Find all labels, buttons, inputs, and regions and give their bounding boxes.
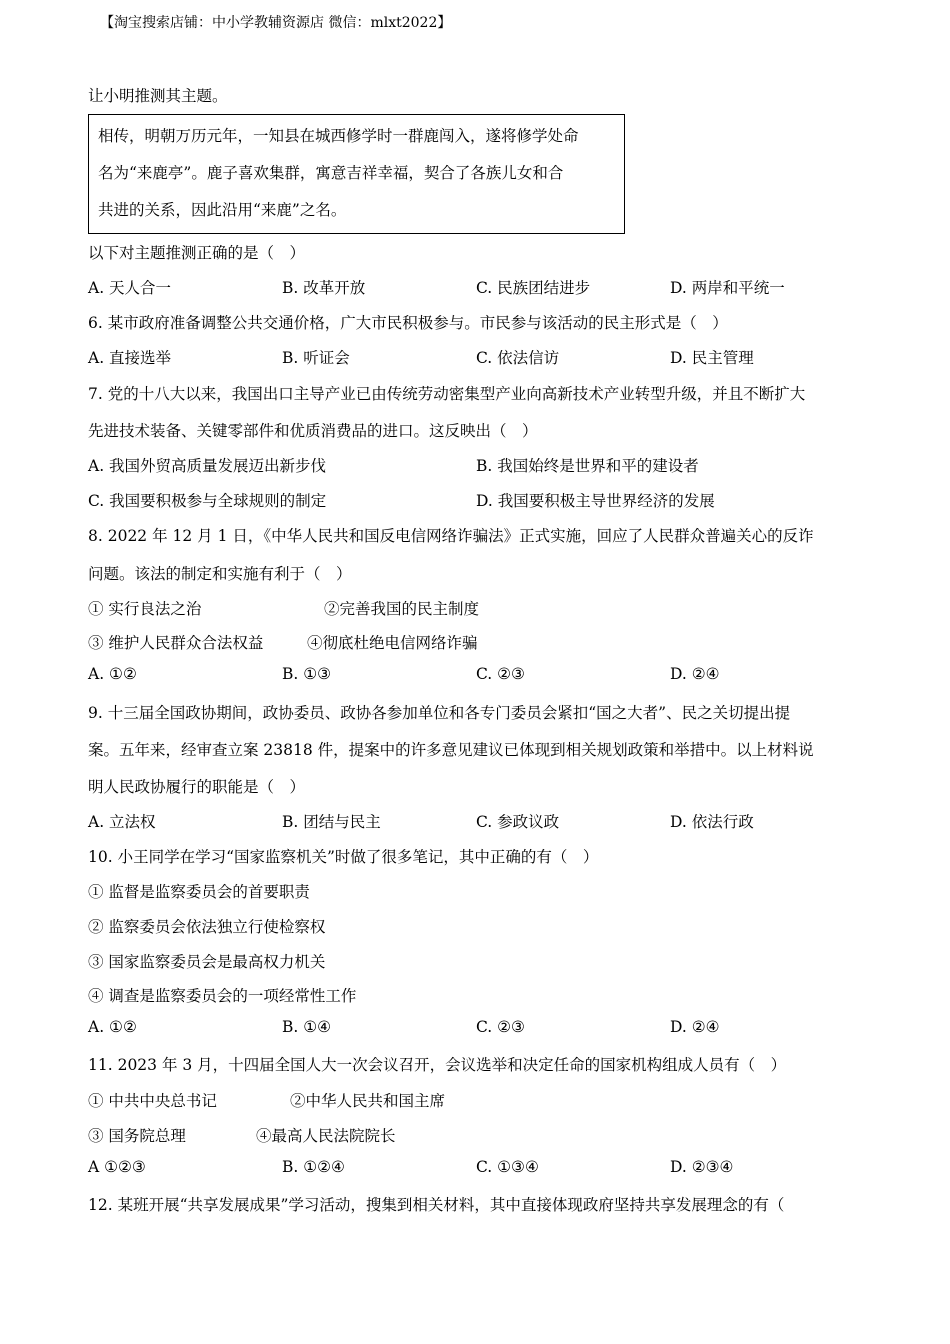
q5-option-c: C. 民族团结进步 — [476, 279, 591, 297]
q5-box-line: 名为“来鹿亭”。鹿子喜欢集群，寓意吉祥幸福，契合了各族儿女和合 — [98, 164, 564, 182]
q8-stem-line: 8. 2022 年 12 月 1 日，《中华人民共和国反电信网络诈骗法》正式实施，回应了人民群众普遍关心的反诈 — [88, 527, 814, 545]
q5-option-b: B. 改革开放 — [282, 279, 366, 297]
q5-material-box — [88, 114, 625, 234]
q7-stem-line: 7. 党的十八大以来，我国出口主导产业已由传统劳动密集型产业向高新技术产业转型升级，并且不断扩大 — [88, 385, 806, 403]
q6-option-c: C. 依法信访 — [476, 349, 560, 367]
q5-option-a: A. 天人合一 — [88, 279, 172, 297]
q8-option-a: A. ①② — [88, 665, 137, 683]
q11-option-b: B. ①②④ — [282, 1158, 345, 1176]
q6-option-b: B. 听证会 — [282, 349, 350, 367]
q9-option-a: A. 立法权 — [88, 813, 156, 831]
q8-option-d: D. ②④ — [670, 665, 720, 683]
q7-option-a: A. 我国外贸高质量发展迈出新步伐 — [88, 457, 327, 475]
q5-intro: 让小明推测其主题。 — [88, 87, 228, 105]
q8-item: ④彻底杜绝电信网络诈骗 — [307, 634, 478, 652]
q7-option-b: B. 我国始终是世界和平的建设者 — [476, 457, 699, 475]
q11-item: ③ 国务院总理 — [88, 1127, 186, 1145]
q5-stem: 以下对主题推测正确的是（ ） — [88, 244, 306, 262]
q10-item: ② 监察委员会依法独立行使检察权 — [88, 918, 326, 936]
q9-stem-line: 明人民政协履行的职能是（ ） — [88, 778, 306, 796]
q9-option-b: B. 团结与民主 — [282, 813, 381, 831]
q5-box-line: 相传，明朝万历元年，一知县在城西修学时一群鹿闯入，遂将修学处命 — [98, 127, 579, 145]
q6-stem: 6. 某市政府准备调整公共交通价格，广大市民积极参与。市民参与该活动的民主形式是（ ） — [88, 314, 728, 332]
q10-item: ④ 调查是监察委员会的一项经常性工作 — [88, 987, 357, 1005]
q11-stem: 11. 2023 年 3 月，十四届全国人大一次会议召开，会议选举和决定任命的国家机构组成人员有（ ） — [88, 1056, 787, 1074]
q9-option-d: D. 依法行政 — [670, 813, 754, 831]
q10-stem: 10. 小王同学在学习“国家监察机关”时做了很多笔记，其中正确的有（ ） — [88, 848, 599, 866]
q10-option-a: A. ①② — [88, 1018, 137, 1036]
q11-option-a: A ①②③ — [88, 1158, 146, 1176]
q10-item: ③ 国家监察委员会是最高权力机关 — [88, 953, 326, 971]
q12-stem: 12. 某班开展“共享发展成果”学习活动，搜集到相关材料，其中直接体现政府坚持共享发展理念的有（ — [88, 1196, 785, 1214]
q6-option-a: A. 直接选举 — [88, 349, 172, 367]
q5-option-d: D. 两岸和平统一 — [670, 279, 785, 297]
q10-option-d: D. ②④ — [670, 1018, 720, 1036]
q8-option-c: C. ②③ — [476, 665, 525, 683]
q9-option-c: C. 参政议政 — [476, 813, 560, 831]
q5-box-line: 共进的关系，因此沿用“来鹿”之名。 — [98, 201, 347, 219]
q9-stem-line: 9. 十三届全国政协期间，政协委员、政协各参加单位和各专门委员会紧扣“国之大者”、民之关切提出提 — [88, 704, 791, 722]
q8-option-b: B. ①③ — [282, 665, 332, 683]
q10-item: ① 监督是监察委员会的首要职责 — [88, 883, 310, 901]
q7-stem-line: 先进技术装备、关键零部件和优质消费品的进口。这反映出（ ） — [88, 422, 538, 440]
q11-item: ②中华人民共和国主席 — [290, 1092, 446, 1110]
q10-option-c: C. ②③ — [476, 1018, 525, 1036]
q11-option-d: D. ②③④ — [670, 1158, 734, 1176]
page-header: 【淘宝搜索店铺：中小学教辅资源店 微信：mlxt2022】 — [100, 15, 452, 31]
q10-option-b: B. ①④ — [282, 1018, 332, 1036]
q8-stem-line: 问题。该法的制定和实施有利于（ ） — [88, 565, 352, 583]
q8-item: ③ 维护人民群众合法权益 — [88, 634, 264, 652]
q7-option-c: C. 我国要积极参与全球规则的制定 — [88, 492, 327, 510]
q11-option-c: C. ①③④ — [476, 1158, 539, 1176]
q9-stem-line: 案。五年来，经审查立案 23818 件，提案中的许多意见建议已体现到相关规划政策和举措中。以上材料说 — [88, 741, 814, 759]
q6-option-d: D. 民主管理 — [670, 349, 754, 367]
q8-item: ① 实行良法之治 — [88, 600, 202, 618]
q11-item: ④最高人民法院院长 — [256, 1127, 396, 1145]
q7-option-d: D. 我国要积极主导世界经济的发展 — [476, 492, 715, 510]
q11-item: ① 中共中央总书记 — [88, 1092, 217, 1110]
q8-item: ②完善我国的民主制度 — [324, 600, 480, 618]
